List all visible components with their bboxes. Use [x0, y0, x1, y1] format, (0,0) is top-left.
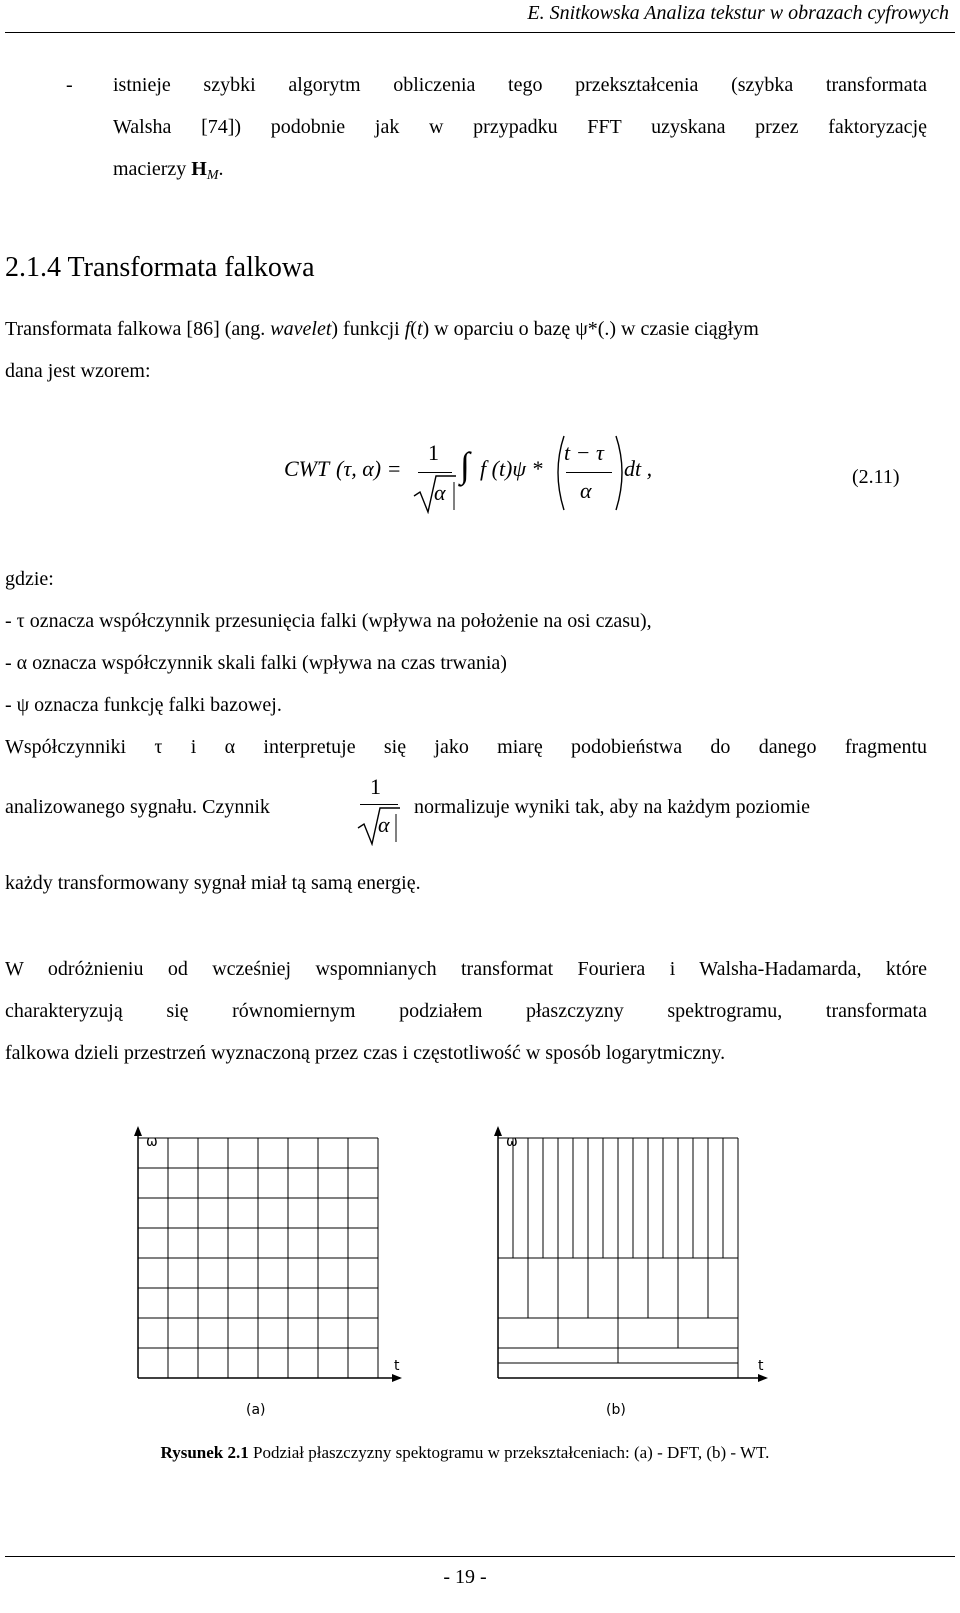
panel-b-omega: ω [506, 1134, 518, 1150]
coeff-line-3: każdy transformowany sygnał miał tą samą energię. [5, 872, 421, 894]
panel-b-caption: (b) [606, 1402, 626, 1418]
norm-num: 1 [370, 774, 381, 799]
figure-caption [0, 1443, 930, 1463]
section-heading: 2.1.4 Transformata falkowa [5, 252, 315, 283]
page-number: - 19 - [443, 1566, 487, 1588]
intro-line-1: Transformata falkowa [86] (ang. wavelet) funkcji f(t) w oparciu o bazę ψ*(.) w czasie ciągłym [5, 318, 759, 340]
equation-number: (2.11) [852, 466, 900, 488]
bullet-line-3-text: macierzy [113, 158, 192, 180]
eq-lhs-args: (τ, α) = [336, 456, 402, 481]
para-line-1: W odróżnieniu od wcześniej wspomnianych transformat Fouriera i Walsha-Hadamarda, które [5, 958, 927, 980]
norm-den: α [378, 812, 390, 837]
panel-b [494, 1126, 768, 1418]
figure-spectrogram-partition [120, 1120, 800, 1430]
panel-a [134, 1126, 402, 1418]
gdzie-label: gdzie: [5, 568, 54, 590]
para-line-3: falkowa dzieli przestrzeń wyznaczoną przez czas i częstotliwość w sposób logarytmiczny. [5, 1042, 726, 1064]
eq-tail: dt , [624, 456, 653, 481]
eq-inner-den: α [580, 478, 592, 503]
footer-rule [5, 1556, 955, 1557]
intro-line-2: dana jest wzorem: [5, 360, 151, 382]
bullet-line-1: istnieje szybki algorytm obliczenia tego przekształcenia (szybka transformata [113, 74, 927, 96]
panel-a-caption: (a) [246, 1402, 266, 1418]
bullet-line-3 [113, 148, 224, 197]
matrix-symbol: H [191, 158, 207, 180]
def-alpha: - α oznacza współczynnik skali falki (wpływa na czas trwania) [5, 652, 507, 674]
running-header [5, 0, 955, 33]
coeff-line-1: Współczynniki τ i α interpretuje się jako miarę podobieństwa do danego fragmentu [5, 736, 927, 758]
figure-caption-text: Podział płaszczyzny spektogramu w przekształceniach: (a) - DFT, (b) - WT. [248, 1443, 770, 1462]
equation-2-11 [270, 430, 950, 530]
def-psi: - ψ oznacza funkcję falki bazowej. [5, 694, 282, 716]
norm-factor [360, 770, 410, 850]
term-wavelet: wavelet [270, 318, 332, 340]
panel-a-t: t [394, 1358, 400, 1374]
eq-den: α [434, 480, 446, 505]
bullet-line-2: Walsha [74]) podobnie jak w przypadku FFT uzyskana przez faktoryzację [113, 116, 927, 138]
coeff-line-2a: analizowanego sygnału. Czynnik [5, 796, 270, 818]
integral-sign: ∫ [460, 445, 470, 485]
figure-caption-label: Rysunek 2.1 [160, 1443, 249, 1462]
eq-body: f (t)ψ * [480, 456, 543, 481]
panel-b-t: t [758, 1358, 764, 1374]
matrix-subscript: M [206, 168, 219, 183]
panel-a-omega: ω [146, 1134, 158, 1150]
eq-num: 1 [428, 440, 439, 465]
def-tau: - τ oznacza współczynnik przesunięcia falki (wpływa na położenie na osi czasu), [5, 610, 652, 632]
bullet-line-3-end: . [218, 158, 224, 180]
bullet-dash: - [66, 74, 73, 96]
eq-lhs: CWT [284, 456, 330, 481]
coeff-line-2b: normalizuje wyniki tak, aby na każdym poziomie [414, 796, 810, 818]
eq-inner-num: t − τ [564, 440, 604, 465]
para-line-2: charakteryzują się równomiernym podziałem płaszczyzny spektrogramu, transformata [5, 1000, 927, 1022]
running-title: E. Snitkowska Analiza tekstur w obrazach cyfrowych [527, 2, 949, 24]
